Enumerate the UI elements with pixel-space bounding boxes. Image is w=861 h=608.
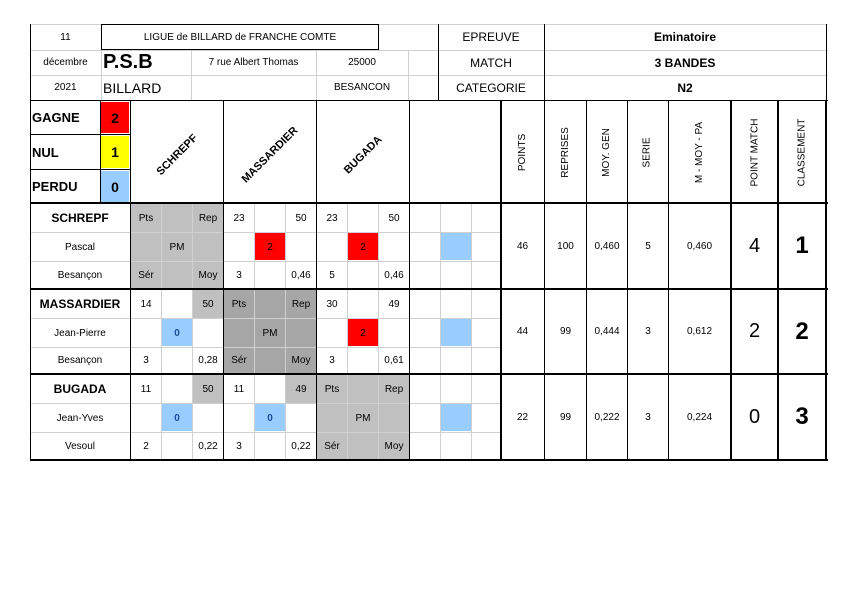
- column-header-massardier: MASSARDIER: [239, 124, 301, 186]
- match-moyenne: 0,22: [291, 440, 311, 452]
- pm-label: PM: [169, 241, 185, 253]
- win-points: 2: [111, 109, 119, 126]
- match-reprises: 49: [295, 383, 307, 395]
- match-moyenne: 0,22: [198, 440, 218, 452]
- categorie-value: N2: [677, 80, 693, 95]
- club-address: 7 rue Albert Thomas: [208, 57, 299, 68]
- match-points-total: 2: [748, 320, 761, 342]
- total-reprises: 99: [559, 411, 572, 423]
- column-header-serie: SERIE: [641, 136, 653, 168]
- match-points: 23: [233, 212, 245, 224]
- draw-points: 1: [111, 144, 119, 160]
- best-serie: 3: [645, 326, 651, 337]
- match-serie: 3: [236, 440, 242, 452]
- loss-points: 0: [111, 178, 119, 195]
- city: BESANCON: [333, 82, 391, 93]
- match-result-points: 0: [174, 327, 180, 339]
- postal-code: 25000: [348, 57, 376, 68]
- epreuve-label: EPREUVE: [462, 30, 520, 44]
- player-city: Besançon: [57, 355, 103, 366]
- match-result-points: 2: [267, 241, 273, 253]
- rep-label: Rep: [291, 298, 311, 310]
- player-first-name: Pascal: [64, 241, 95, 253]
- column-header-m-moy-pa: M - MOY - PA: [694, 121, 705, 183]
- draw-label: NUL: [32, 144, 59, 160]
- pts-label: Pts: [324, 383, 340, 395]
- match-result-points: 2: [360, 241, 366, 253]
- categorie-label: CATEGORIE: [456, 80, 526, 95]
- match-serie: 5: [329, 269, 335, 281]
- general-average: 0,460: [594, 240, 620, 252]
- match-serie: 3: [236, 269, 242, 281]
- best-partial-average: 0,224: [686, 411, 713, 423]
- pm-label: PM: [355, 412, 371, 424]
- player-city: Besançon: [57, 269, 103, 281]
- match-reprises: 50: [202, 298, 214, 310]
- year: 2021: [54, 82, 77, 93]
- match-reprises: 50: [202, 383, 214, 395]
- day: 11: [60, 31, 71, 43]
- total-reprises: 99: [559, 326, 572, 337]
- month: décembre: [43, 57, 88, 68]
- match-points-total: 0: [748, 405, 761, 428]
- column-header-point-match: POINT MATCH: [749, 118, 760, 186]
- league-title: LIGUE de BILLARD de FRANCHE COMTE: [143, 31, 337, 43]
- column-header-moy-gen: MOY. GEN: [601, 127, 612, 177]
- total-points: 44: [516, 326, 529, 337]
- moy-label: Moy: [291, 355, 311, 366]
- player-name: SCHREPF: [51, 211, 109, 225]
- player-name: BUGADA: [53, 382, 107, 396]
- match-serie: 3: [329, 355, 335, 366]
- best-partial-average: 0,460: [686, 240, 713, 252]
- match-points: 30: [326, 298, 338, 310]
- match-label: MATCH: [470, 55, 512, 70]
- match-points: 14: [140, 298, 152, 310]
- match-serie: 2: [143, 440, 149, 452]
- moy-label: Moy: [198, 269, 218, 281]
- player-first-name: Jean-Pierre: [54, 327, 106, 339]
- ser-label: Sér: [138, 269, 154, 281]
- match-points-total: 4: [748, 234, 761, 257]
- match-points: 11: [233, 383, 245, 395]
- total-points: 22: [516, 411, 529, 423]
- player-city: Vesoul: [64, 440, 96, 452]
- loss-label: PERDU: [32, 179, 78, 194]
- total-reprises: 100: [557, 240, 574, 252]
- best-partial-average: 0,612: [686, 326, 713, 337]
- best-serie: 3: [645, 411, 651, 423]
- player-first-name: Jean-Yves: [56, 412, 104, 424]
- match-value: 3 BANDES: [654, 55, 716, 70]
- match-result-points: 0: [267, 412, 273, 424]
- match-result-points: 2: [360, 327, 366, 339]
- match-points: 23: [326, 212, 338, 224]
- general-average: 0,444: [594, 326, 620, 337]
- match-result-points: 0: [174, 412, 180, 424]
- pm-label: PM: [262, 327, 278, 339]
- column-header-points: POINTS: [516, 133, 528, 171]
- club-name: BILLARD: [103, 79, 162, 96]
- match-points: 11: [140, 383, 152, 395]
- pts-label: Pts: [138, 212, 154, 224]
- total-points: 46: [516, 240, 529, 252]
- moy-label: Moy: [384, 440, 404, 452]
- ranking: 2: [795, 317, 809, 345]
- column-header-reprises: REPRISES: [559, 126, 571, 178]
- best-serie: 5: [645, 240, 651, 252]
- match-reprises: 50: [388, 212, 400, 224]
- match-serie: 3: [143, 355, 149, 366]
- pts-label: Pts: [231, 298, 247, 310]
- column-header-classement: CLASSEMENT: [796, 118, 808, 186]
- player-name: MASSARDIER: [39, 297, 121, 311]
- match-moyenne: 0,46: [384, 269, 404, 281]
- club-short-name: P.S.B: [103, 51, 153, 73]
- rep-label: Rep: [384, 383, 404, 395]
- match-reprises: 49: [388, 298, 400, 310]
- match-moyenne: 0,61: [384, 355, 404, 366]
- column-header-schrepf: SCHREPF: [154, 132, 200, 178]
- epreuve-value: Eminatoire: [653, 30, 716, 44]
- ranking: 1: [795, 232, 809, 259]
- ser-label: Sér: [231, 355, 247, 366]
- ser-label: Sér: [324, 440, 340, 452]
- column-header-bugada: BUGADA: [341, 133, 385, 177]
- match-moyenne: 0,46: [291, 269, 311, 281]
- match-moyenne: 0,28: [198, 355, 218, 366]
- ranking: 3: [795, 403, 809, 430]
- match-reprises: 50: [295, 212, 307, 224]
- rep-label: Rep: [198, 212, 218, 224]
- win-label: GAGNE: [32, 110, 80, 125]
- general-average: 0,222: [594, 411, 620, 423]
